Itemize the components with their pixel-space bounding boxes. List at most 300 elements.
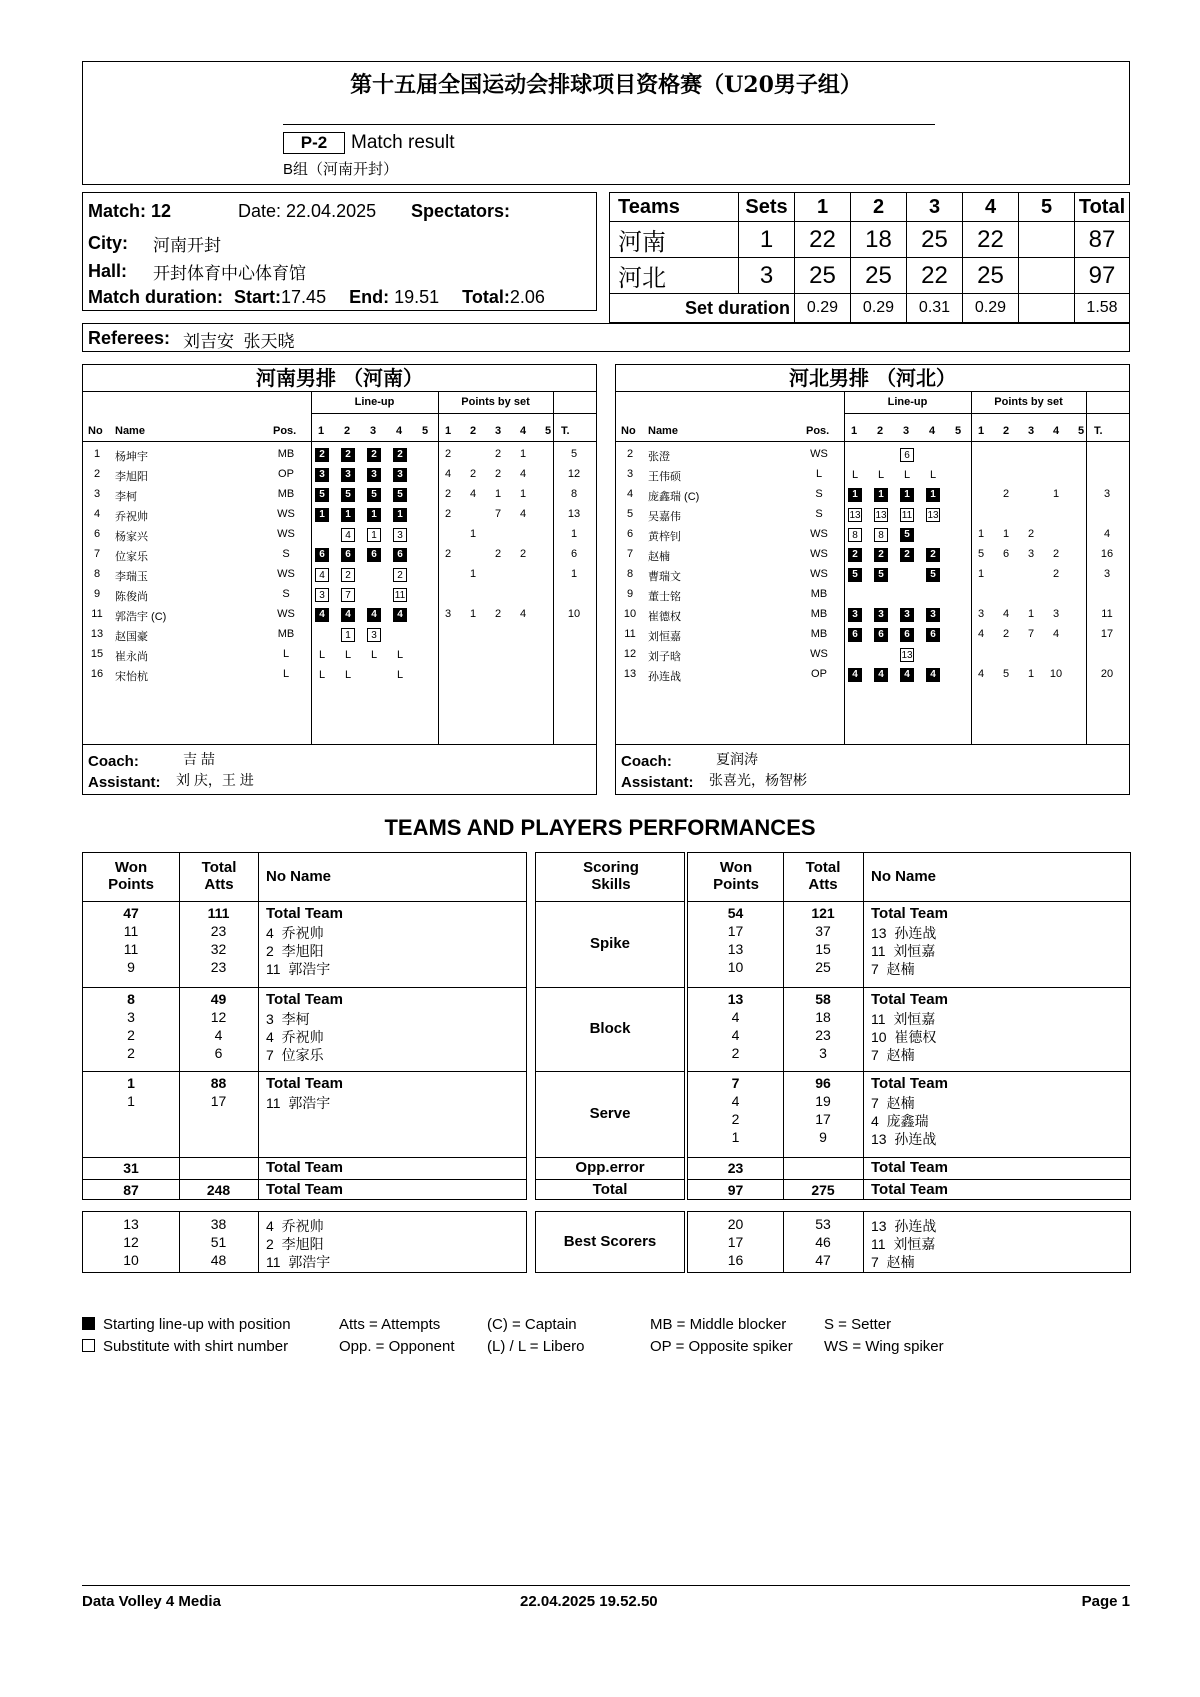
set-points: 2: [1052, 548, 1060, 560]
player-entry: 7 赵楠: [871, 961, 915, 977]
col-lineup-set: 3: [903, 425, 910, 437]
player-total-points: 1: [570, 528, 578, 540]
player-name: 李柯: [115, 491, 137, 503]
row-divider: [688, 1179, 1130, 1180]
set-points: 2: [444, 508, 452, 520]
player-number: 12: [623, 648, 637, 660]
legend-starting: [82, 1314, 322, 1336]
best-won-points: 17: [727, 1234, 744, 1250]
starting-position-marker: 2: [926, 548, 940, 562]
legend-mb: MB = Middle blocker: [650, 1316, 787, 1333]
col-name: Name: [648, 425, 678, 437]
set-duration: 0.31: [907, 294, 963, 323]
score-set-points: 25: [907, 222, 963, 258]
set-points: 4: [977, 628, 985, 640]
won-points: 4: [731, 1027, 740, 1043]
player-name: 杨坤宇: [115, 451, 148, 463]
set-duration-row: [610, 294, 1130, 323]
header-no-name: No Name: [266, 868, 332, 885]
roster-subheader-rule: [311, 413, 596, 414]
player-total-points: 8: [570, 488, 578, 500]
duration-line: [88, 287, 545, 308]
player-number: 3: [93, 488, 101, 500]
legend-col-4: [650, 1314, 820, 1358]
player-position: MB: [810, 588, 828, 600]
col-lineup-set: 1: [851, 425, 858, 437]
player-name: 董士铭: [648, 591, 681, 603]
col-name: Name: [115, 425, 145, 437]
starting-position-marker: 6: [874, 628, 888, 642]
starting-position-marker: 1: [393, 508, 407, 522]
player-position: S: [815, 508, 823, 520]
total-team-label: Total Team: [871, 1075, 948, 1092]
set-points: 1: [1027, 608, 1035, 620]
total-team-label: Total Team: [266, 1075, 343, 1092]
player-position: OP: [811, 668, 827, 680]
player-row: [616, 605, 1129, 625]
starting-position-marker: 3: [926, 608, 940, 622]
substitute-marker: 11: [901, 510, 913, 521]
player-number: 4: [626, 488, 634, 500]
score-set-points: 22: [795, 222, 851, 258]
player-row: [83, 505, 596, 525]
player-name: 李瑞玉: [115, 571, 148, 583]
total-attempts: 12: [210, 1009, 227, 1025]
col-lineup-set: 2: [877, 425, 884, 437]
row-divider: [536, 1157, 684, 1158]
col-pos: Pos.: [806, 425, 830, 437]
best-won-points: 13: [123, 1216, 139, 1232]
player-total-points: 11: [1101, 608, 1113, 620]
col-lineup-set: 4: [929, 425, 936, 437]
libero-marker: L: [318, 669, 326, 681]
set-points: 2: [519, 548, 527, 560]
starting-position-marker: 4: [848, 668, 862, 682]
starting-position-marker: 1: [341, 508, 355, 522]
best-scorers-away: [687, 1211, 1131, 1273]
coach-name: 夏润涛: [716, 751, 758, 767]
substitute-marker: 2: [341, 568, 355, 582]
set-points: 2: [444, 448, 452, 460]
player-number: 6: [93, 528, 101, 540]
performance-table-skills: [535, 852, 685, 1200]
starting-position-marker: 5: [393, 488, 407, 502]
player-total-points: 17: [1100, 628, 1114, 640]
total-attempts: 18: [815, 1009, 831, 1025]
set-points: 2: [494, 548, 502, 560]
set-points: 2: [444, 548, 452, 560]
player-position: MB: [810, 628, 828, 640]
won-points: 4: [731, 1009, 740, 1025]
player-position: L: [815, 468, 823, 480]
score-set-points: 25: [795, 258, 851, 294]
legend-opp: Opp. = Opponent: [339, 1338, 455, 1355]
col-points-set: 1: [978, 425, 985, 437]
total-attempts: 37: [815, 923, 831, 939]
starting-position-marker: 6: [848, 628, 862, 642]
roster-column-header: [83, 423, 596, 442]
won-points: 54: [727, 905, 744, 921]
player-total-points: 10: [567, 608, 581, 620]
player-row: [83, 585, 596, 605]
best-player-entry: 4 乔祝帅: [266, 1218, 324, 1234]
column-divider: [863, 853, 864, 1199]
total-team-label: Total Team: [266, 1159, 343, 1176]
player-name: 宋怡杭: [115, 671, 148, 683]
player-number: 9: [93, 588, 101, 600]
starting-position-marker: 2: [315, 448, 329, 462]
set-duration: 0.29: [851, 294, 907, 323]
legend-col-3: [487, 1314, 647, 1358]
set-points: 3: [1052, 608, 1060, 620]
starting-position-marker: 4: [315, 608, 329, 622]
player-number: 5: [626, 508, 634, 520]
set-points: 1: [1052, 488, 1060, 500]
col-pos: Pos.: [273, 425, 297, 437]
set-points: 4: [519, 508, 527, 520]
player-name: 杨家兴: [115, 531, 148, 543]
player-name: 赵楠: [648, 551, 670, 563]
player-total-points: 3: [1103, 488, 1111, 500]
starting-position-marker: 2: [900, 548, 914, 562]
hall-label: Hall:: [88, 261, 128, 281]
player-total-points: 4: [1103, 528, 1111, 540]
legend-substitute-text: Substitute with shirt number: [103, 1338, 289, 1355]
group-label: B组（河南开封）: [283, 161, 399, 178]
points-by-set-label: Points by set: [994, 396, 1063, 408]
starting-position-marker: 2: [393, 448, 407, 462]
score-team-name: 河南: [610, 222, 739, 258]
opp-error-won: 23: [727, 1160, 744, 1176]
referees-box: [82, 323, 1130, 352]
row-divider: [536, 987, 684, 988]
won-points: 17: [727, 923, 744, 939]
set-points: 4: [444, 468, 452, 480]
set-points: 2: [1027, 528, 1035, 540]
set-points: 4: [469, 488, 477, 500]
substitute-marker: 13: [901, 650, 913, 661]
player-row: [83, 645, 596, 665]
row-divider: [83, 901, 526, 902]
player-number: 10: [623, 608, 637, 620]
player-number: 13: [623, 668, 637, 680]
score-set-points: 18: [851, 222, 907, 258]
column-divider: [863, 1212, 864, 1272]
player-name: 位家乐: [115, 551, 148, 563]
team-name: 河南男排 （河南）: [83, 365, 596, 392]
start-label: Start:: [234, 287, 282, 307]
roster-subheader-rule: [844, 413, 1129, 414]
libero-marker: L: [396, 649, 404, 661]
total-team-label: Total Team: [871, 905, 948, 922]
won-points: 4: [731, 1093, 740, 1109]
player-row: [616, 445, 1129, 465]
won-points: 3: [127, 1009, 135, 1025]
player-position: WS: [810, 568, 828, 580]
set-points: 1: [469, 608, 477, 620]
lineup-label: Line-up: [887, 396, 928, 408]
total-attempts: 121: [811, 905, 835, 921]
best-total-atts: 47: [815, 1252, 831, 1268]
player-entry: 13 孙连战: [871, 1131, 937, 1147]
score-header-total: Total: [1075, 193, 1130, 222]
performance-title: TEAMS AND PLAYERS PERFORMANCES: [384, 815, 816, 840]
best-won-points: 12: [123, 1234, 139, 1250]
score-team-name: 河北: [610, 258, 739, 294]
libero-marker: L: [851, 469, 859, 481]
row-divider: [688, 1071, 1130, 1072]
total-won: 87: [123, 1182, 139, 1198]
starting-square-icon: [82, 1317, 95, 1330]
row-divider: [83, 1179, 526, 1180]
player-total-points: 5: [570, 448, 578, 460]
starting-position-marker: 2: [874, 548, 888, 562]
player-number: 16: [90, 668, 104, 680]
coach-rule: [83, 744, 596, 745]
player-total-points: 13: [567, 508, 581, 520]
best-scorers-home: [82, 1211, 527, 1273]
player-entry: 7 赵楠: [871, 1095, 915, 1111]
hall-value: 开封体育中心体育馆: [153, 264, 306, 283]
col-points-set: 2: [470, 425, 477, 437]
won-points: 9: [127, 959, 135, 975]
player-entry: 7 赵楠: [871, 1047, 915, 1063]
total-atts: 248: [206, 1182, 231, 1198]
best-total-atts: 46: [815, 1234, 831, 1250]
assistant-label: Assistant:: [621, 774, 694, 791]
column-divider: [258, 853, 259, 1199]
tournament-title: 第十五届全国运动会排球项目资格赛（U20男子组）: [350, 72, 862, 98]
skill-label: Block: [589, 1020, 631, 1037]
starting-position-marker: 1: [926, 488, 940, 502]
player-total-points: 1: [570, 568, 578, 580]
player-position: WS: [810, 528, 828, 540]
score-row-home: [610, 222, 1130, 258]
header-no-name: No Name: [871, 868, 937, 885]
best-player-entry: 13 孙连战: [871, 1218, 937, 1234]
team-name: 河北男排 （河北）: [616, 365, 1129, 392]
starting-position-marker: 2: [848, 548, 862, 562]
player-name: 曹瑞文: [648, 571, 681, 583]
player-position: MB: [810, 608, 828, 620]
skill-label: Spike: [589, 935, 631, 952]
player-row: [616, 665, 1129, 685]
score-set-points: [1019, 222, 1075, 258]
player-row: [83, 625, 596, 645]
starting-position-marker: 4: [341, 608, 355, 622]
player-position: MB: [277, 488, 295, 500]
score-set-points: [1019, 258, 1075, 294]
libero-marker: L: [344, 669, 352, 681]
libero-marker: L: [903, 469, 911, 481]
player-number: 9: [626, 588, 634, 600]
col-no: No: [88, 425, 103, 437]
report-code: P-2: [283, 132, 345, 154]
best-scorers-label-box: [535, 1211, 685, 1273]
won-points: 11: [123, 923, 139, 939]
player-name: 庞鑫瑞 (C): [648, 491, 700, 503]
set-points: 6: [1002, 548, 1010, 560]
libero-marker: L: [344, 649, 352, 661]
total-attempts: 23: [210, 923, 227, 939]
player-row: [83, 465, 596, 485]
set-points: 2: [494, 608, 502, 620]
player-entry: 7 位家乐: [266, 1047, 324, 1063]
total-attempts: 4: [214, 1027, 223, 1043]
starting-position-marker: 5: [874, 568, 888, 582]
player-position: MB: [277, 628, 295, 640]
won-points: 2: [731, 1111, 740, 1127]
legend-ws: WS = Wing spiker: [824, 1338, 944, 1355]
set-points: 7: [494, 508, 502, 520]
set-points: 3: [1027, 548, 1035, 560]
score-set-points: 22: [907, 258, 963, 294]
score-header-set4: 4: [963, 193, 1019, 222]
substitute-marker: 1: [341, 628, 355, 642]
set-points: 1: [1027, 668, 1035, 680]
col-lineup-set: 1: [318, 425, 325, 437]
player-entry: 10 崔德权: [871, 1029, 937, 1045]
score-table: [609, 192, 1130, 323]
set-points: 4: [519, 608, 527, 620]
player-row: [616, 545, 1129, 565]
player-number: 11: [91, 608, 103, 620]
referees-value: 刘吉安 张天晓: [183, 332, 295, 351]
starting-position-marker: 3: [874, 608, 888, 622]
legend-op: OP = Opposite spiker: [650, 1338, 793, 1355]
best-won-points: 20: [727, 1216, 744, 1232]
starting-position-marker: 6: [341, 548, 355, 562]
coach-name: 吉 喆: [183, 751, 215, 767]
starting-position-marker: 5: [341, 488, 355, 502]
starting-position-marker: 2: [367, 448, 381, 462]
player-row: [83, 525, 596, 545]
starting-position-marker: 4: [926, 668, 940, 682]
match-info-box: [82, 192, 597, 311]
set-points: 1: [519, 448, 527, 460]
player-row: [83, 545, 596, 565]
col-points-set: 3: [495, 425, 502, 437]
player-row: [83, 605, 596, 625]
set-duration-label: Set duration: [610, 294, 795, 323]
player-row: [616, 625, 1129, 645]
player-number: 4: [93, 508, 101, 520]
report-subtitle: Match result: [351, 132, 455, 153]
footer-rule: [82, 1585, 1130, 1586]
substitute-square-icon: [82, 1339, 95, 1352]
match-date: Date: 22.04.2025: [238, 201, 377, 221]
player-entry: 11 郭浩宇: [266, 961, 331, 977]
total-attempts: 32: [210, 941, 227, 957]
set-points: 1: [469, 568, 477, 580]
starting-position-marker: 1: [367, 508, 381, 522]
substitute-marker: 8: [848, 528, 862, 542]
player-row: [616, 485, 1129, 505]
starting-position-marker: 5: [367, 488, 381, 502]
legend-captain: (C) = Captain: [487, 1316, 577, 1333]
total-attempts: 17: [210, 1093, 227, 1109]
substitute-marker: 3: [315, 588, 329, 602]
col-lineup-set: 5: [422, 425, 429, 437]
total-attempts: 23: [210, 959, 227, 975]
set-points: 3: [444, 608, 452, 620]
row-divider: [536, 1071, 684, 1072]
player-total-points: 6: [570, 548, 578, 560]
best-total-atts: 48: [210, 1252, 227, 1268]
player-name: 黄梓钊: [648, 531, 681, 543]
player-name: 乔祝帅: [115, 511, 148, 523]
total-attempts: 6: [214, 1045, 223, 1061]
best-total-atts: 51: [210, 1234, 227, 1250]
row-divider: [536, 1179, 684, 1180]
player-entry: 11 刘恒嘉: [871, 943, 936, 959]
set-points: 4: [977, 668, 985, 680]
match-number: Match: 12: [88, 201, 172, 221]
player-position: L: [282, 648, 290, 660]
player-name: 孙连战: [648, 671, 681, 683]
player-position: WS: [810, 648, 828, 660]
player-name: 崔永尚: [115, 651, 148, 663]
libero-marker: L: [370, 649, 378, 661]
player-name: 张澄: [648, 451, 670, 463]
player-number: 7: [93, 548, 101, 560]
total-label: Total:: [462, 287, 510, 307]
row-divider: [83, 987, 526, 988]
substitute-marker: 6: [900, 448, 914, 462]
substitute-marker: 1: [367, 528, 381, 542]
starting-position-marker: 3: [848, 608, 862, 622]
substitute-marker: 4: [315, 568, 329, 582]
player-row: [83, 665, 596, 685]
set-points: 1: [977, 528, 985, 540]
roster-away: [615, 364, 1130, 795]
player-entry: 11 刘恒嘉: [871, 1011, 936, 1027]
player-entry: 13 孙连战: [871, 925, 937, 941]
row-divider: [688, 901, 1130, 902]
player-name: 李旭阳: [115, 471, 148, 483]
won-points: 2: [731, 1045, 740, 1061]
player-name: 崔德权: [648, 611, 681, 623]
col-points-set: 1: [445, 425, 452, 437]
set-points: 2: [1002, 628, 1010, 640]
total-label: Total: [592, 1181, 628, 1198]
total-attempts: 96: [815, 1075, 831, 1091]
player-position: WS: [810, 448, 828, 460]
won-points: 2: [127, 1045, 135, 1061]
legend-substitute: [82, 1336, 322, 1358]
starting-position-marker: 4: [393, 608, 407, 622]
player-number: 13: [90, 628, 104, 640]
score-total: 97: [1075, 258, 1130, 294]
total-team-label: Total Team: [871, 1159, 948, 1176]
player-row: [616, 525, 1129, 545]
player-position: WS: [277, 608, 295, 620]
starting-position-marker: 4: [900, 668, 914, 682]
player-position: L: [282, 668, 290, 680]
substitute-marker: 13: [927, 510, 939, 521]
total-attempts: 9: [819, 1129, 827, 1145]
assistant-names: 刘 庆，王 进: [176, 772, 254, 788]
player-entry: 4 乔祝帅: [266, 925, 324, 941]
set-points: 3: [977, 608, 985, 620]
row-divider: [83, 1157, 526, 1158]
set-points: 2: [1002, 488, 1010, 500]
won-points: 1: [731, 1129, 740, 1145]
best-total-atts: 38: [210, 1216, 227, 1232]
score-set-points: 22: [963, 222, 1019, 258]
won-points: 1: [127, 1093, 135, 1109]
score-header-set2: 2: [851, 193, 907, 222]
